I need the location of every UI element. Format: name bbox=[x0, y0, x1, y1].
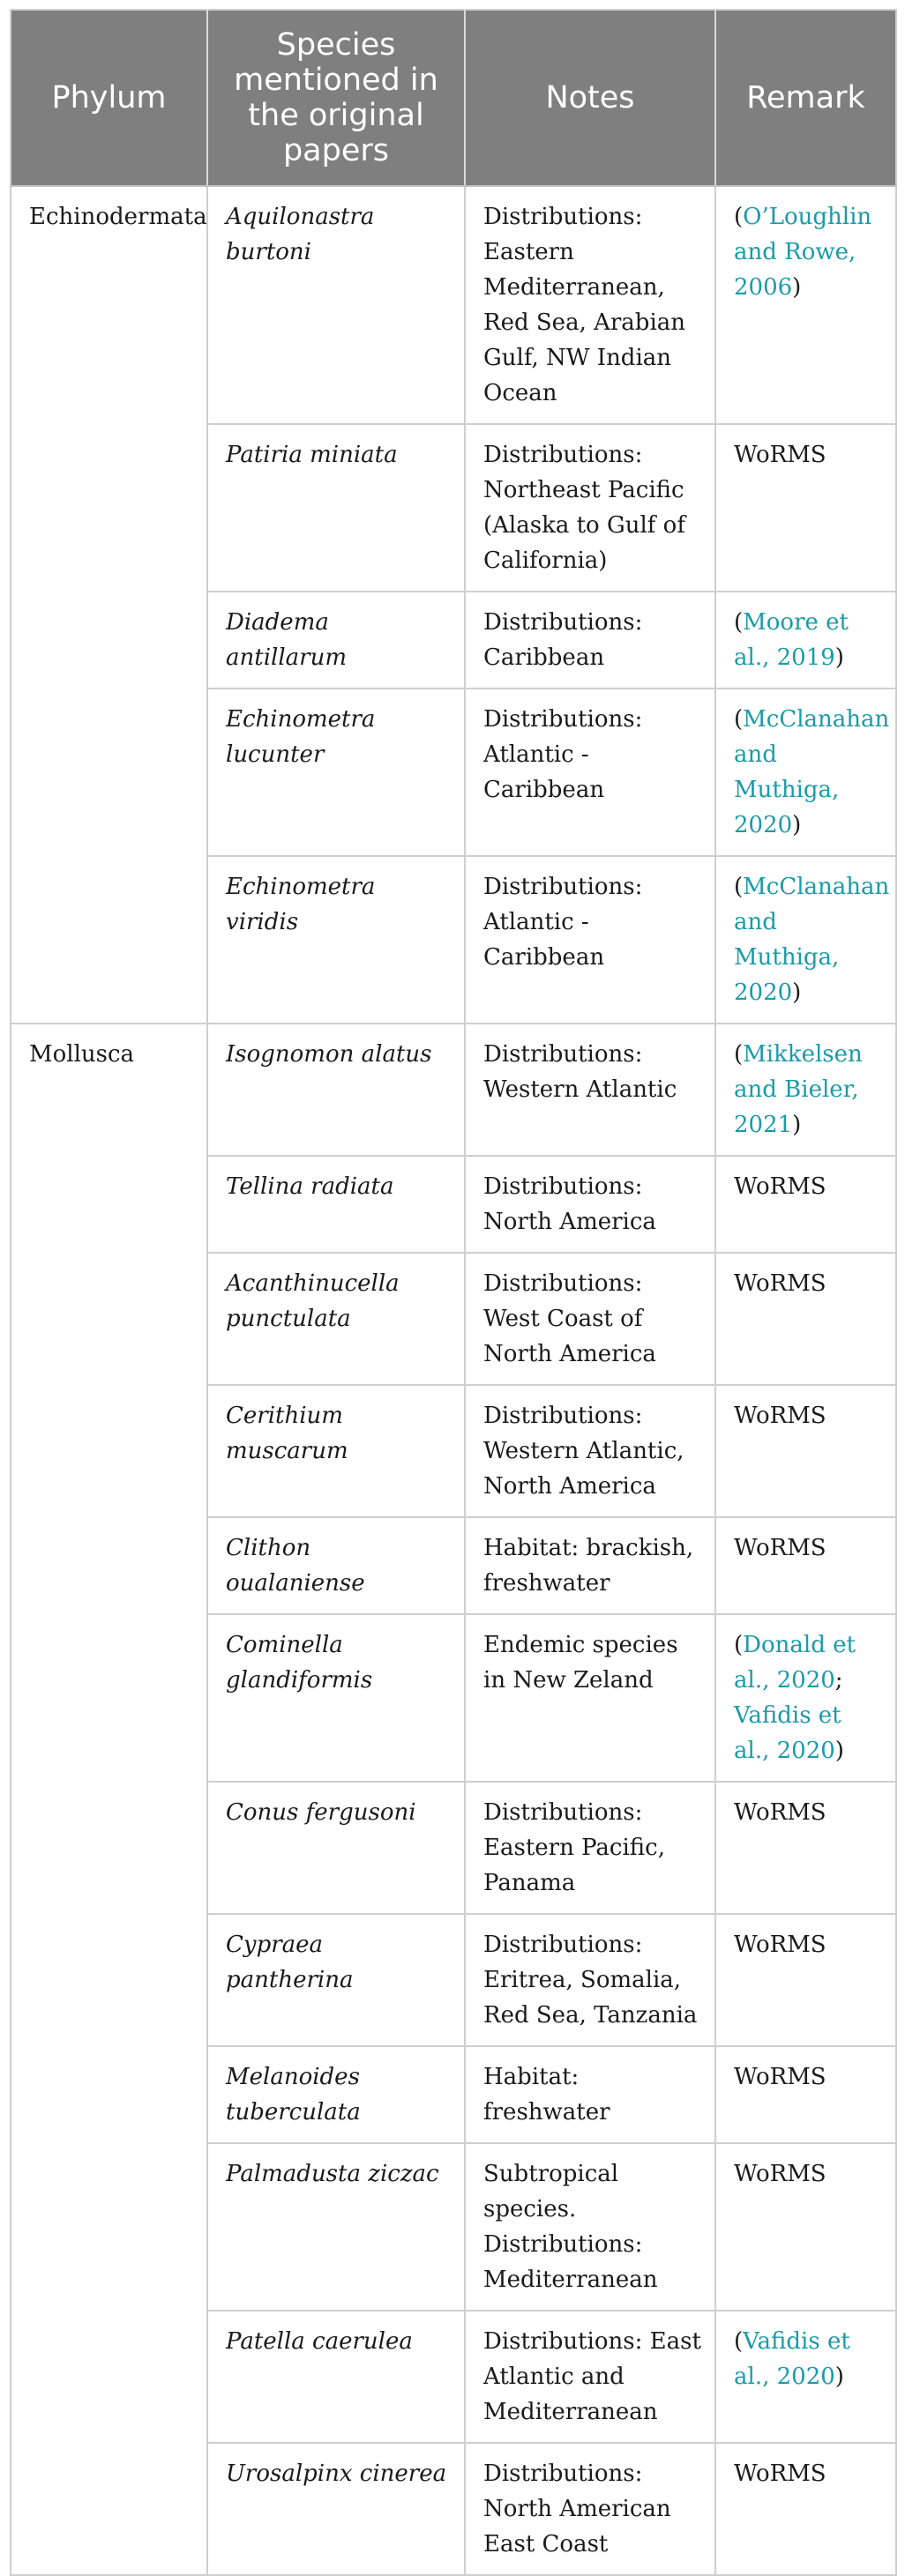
remark-cell bbox=[715, 2046, 896, 2143]
header-remark: Remark bbox=[715, 10, 896, 186]
notes-cell: Habitat: brackish, freshwater bbox=[465, 1517, 715, 1614]
species-table bbox=[10, 9, 897, 2576]
species-cell: Cominella glandiformis bbox=[207, 1614, 465, 1782]
species-cell: Cypraea pantherina bbox=[207, 1914, 465, 2046]
remark-cell bbox=[715, 2311, 896, 2443]
table-header bbox=[11, 10, 896, 186]
notes-cell: Distributions: Atlantic - Caribbean bbox=[465, 689, 715, 856]
remark-cell bbox=[715, 1385, 896, 1517]
species-cell: Melanoides tuberculata bbox=[207, 2046, 465, 2143]
remark-text: ( bbox=[734, 1632, 744, 1658]
remark-cell bbox=[715, 1614, 896, 1782]
notes-cell: Distributions: Caribbean bbox=[465, 592, 715, 689]
remark-cell bbox=[715, 186, 896, 424]
species-cell: Aquilonastra burtoni bbox=[207, 186, 465, 424]
remark-cell bbox=[715, 1782, 896, 1914]
notes-cell: Distributions: North American East Coast bbox=[465, 2443, 715, 2575]
species-cell: Tellina radiata bbox=[207, 1156, 465, 1253]
species-cell: Patella caerulea bbox=[207, 2311, 465, 2443]
phylum-cell: Echinodermata bbox=[11, 186, 207, 1024]
notes-cell: Distributions: Western Atlantic bbox=[465, 1024, 715, 1156]
citation-link[interactable]: McClanahan and Muthiga, 2020 bbox=[734, 706, 890, 838]
remark-text: ) bbox=[792, 1112, 802, 1138]
remark-text: WoRMS bbox=[734, 442, 826, 468]
remark-text: ) bbox=[792, 812, 802, 838]
header-species: Species mentioned in the original papers bbox=[207, 10, 465, 186]
table-body bbox=[11, 186, 896, 2575]
species-cell: Echinometra viridis bbox=[207, 856, 465, 1024]
remark-cell bbox=[715, 1253, 896, 1385]
remark-text: WoRMS bbox=[734, 2064, 826, 2090]
remark-cell bbox=[715, 1024, 896, 1156]
header-notes: Notes bbox=[465, 10, 715, 186]
citation-link[interactable]: McClanahan and Muthiga, 2020 bbox=[734, 874, 890, 1006]
species-cell: Palmadusta ziczac bbox=[207, 2143, 465, 2311]
remark-text: ( bbox=[734, 204, 744, 230]
header-row bbox=[11, 10, 896, 186]
citation-link[interactable]: Vafidis et al., 2020 bbox=[734, 1702, 841, 1764]
remark-text: WoRMS bbox=[734, 1270, 826, 1297]
species-cell: Isognomon alatus bbox=[207, 1024, 465, 1156]
remark-cell bbox=[715, 592, 896, 689]
remark-text: WoRMS bbox=[734, 1799, 826, 1826]
species-cell: Urosalpinx cinerea bbox=[207, 2443, 465, 2575]
header-phylum: Phylum bbox=[11, 10, 207, 186]
remark-text: WoRMS bbox=[734, 1173, 826, 1200]
remark-text: ( bbox=[734, 2328, 744, 2355]
remark-text: ( bbox=[734, 1041, 744, 1068]
remark-cell bbox=[715, 2443, 896, 2575]
species-cell: Clithon oualaniense bbox=[207, 1517, 465, 1614]
notes-cell: Distributions: East Atlantic and Mediterranean bbox=[465, 2311, 715, 2443]
citation-link[interactable]: Donald et al., 2020 bbox=[734, 1632, 856, 1694]
remark-text: WoRMS bbox=[734, 1403, 826, 1429]
remark-text: ) bbox=[834, 644, 844, 671]
species-cell: Echinometra lucunter bbox=[207, 689, 465, 856]
remark-text: ( bbox=[734, 609, 744, 636]
phylum-cell: Mollusca bbox=[11, 1024, 207, 2575]
notes-cell: Distributions: Western Atlantic, North America bbox=[465, 1385, 715, 1517]
remark-text: ) bbox=[792, 979, 802, 1006]
remark-text: WoRMS bbox=[734, 2461, 826, 2487]
species-cell: Cerithium muscarum bbox=[207, 1385, 465, 1517]
remark-cell bbox=[715, 1517, 896, 1614]
species-cell: Patiria miniata bbox=[207, 424, 465, 592]
remark-text: WoRMS bbox=[734, 1932, 826, 1958]
remark-cell bbox=[715, 856, 896, 1024]
remark-cell bbox=[715, 424, 896, 592]
species-cell: Diadema antillarum bbox=[207, 592, 465, 689]
notes-cell: Distributions: Northeast Pacific (Alaska to Gulf of California) bbox=[465, 424, 715, 592]
remark-cell bbox=[715, 1914, 896, 2046]
remark-text: ) bbox=[792, 274, 802, 301]
notes-cell: Distributions: Eastern Mediterranean, Red Sea, Arabian Gulf, NW Indian Ocean bbox=[465, 186, 715, 424]
citation-link[interactable]: Moore et al., 2019 bbox=[734, 609, 849, 671]
notes-cell: Distributions: Eastern Pacific, Panama bbox=[465, 1782, 715, 1914]
remark-text: ) bbox=[834, 2364, 844, 2390]
remark-separator: ; bbox=[834, 1667, 843, 1694]
species-cell: Acanthinucella punctulata bbox=[207, 1253, 465, 1385]
notes-cell: Distributions: West Coast of North America bbox=[465, 1253, 715, 1385]
remark-cell bbox=[715, 1156, 896, 1253]
remark-cell bbox=[715, 2143, 896, 2311]
remark-text: ( bbox=[734, 874, 744, 900]
table-row bbox=[11, 1024, 896, 1156]
notes-cell: Endemic species in New Zeland bbox=[465, 1614, 715, 1782]
table-row bbox=[11, 186, 896, 424]
notes-cell: Distributions: Eritrea, Somalia, Red Sea, Tanzania bbox=[465, 1914, 715, 2046]
remark-text: ) bbox=[834, 1738, 844, 1764]
remark-text: WoRMS bbox=[734, 2161, 826, 2187]
notes-cell: Distributions: North America bbox=[465, 1156, 715, 1253]
notes-cell: Habitat: freshwater bbox=[465, 2046, 715, 2143]
citation-link[interactable]: O’Loughlin and Rowe, 2006 bbox=[734, 204, 872, 301]
remark-cell bbox=[715, 689, 896, 856]
citation-link[interactable]: Mikkelsen and Bieler, 2021 bbox=[734, 1041, 863, 1138]
citation-link[interactable]: Vafidis et al., 2020 bbox=[734, 2328, 850, 2390]
species-cell: Conus fergusoni bbox=[207, 1782, 465, 1914]
notes-cell: Distributions: Atlantic - Caribbean bbox=[465, 856, 715, 1024]
remark-text: WoRMS bbox=[734, 1535, 826, 1561]
notes-cell: Subtropical species. Distributions: Mediterranean bbox=[465, 2143, 715, 2311]
remark-text: ( bbox=[734, 706, 744, 733]
